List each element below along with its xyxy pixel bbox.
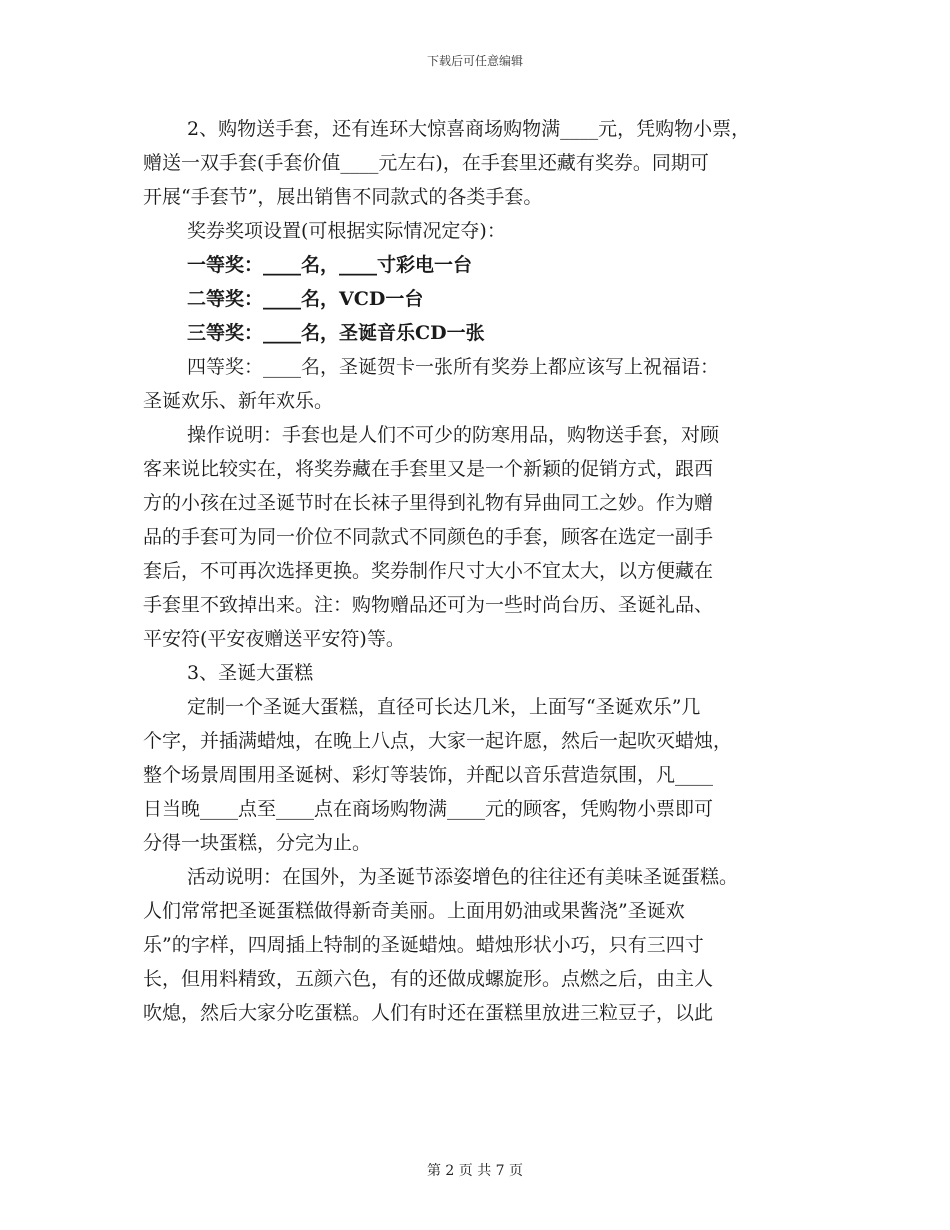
text-line: 圣诞欢乐、新年欢乐。 bbox=[143, 390, 334, 412]
text-line: 整个场景周围用圣诞树、彩灯等装饰，并配以音乐营造氛围，凡____ bbox=[143, 764, 714, 786]
text-line: 人们常常把圣诞蛋糕做得新奇美丽。上面用奶油或果酱浇”圣诞欢 bbox=[143, 900, 685, 922]
document-body bbox=[143, 112, 803, 1030]
text-line: 平安符(平安夜赠送平安符)等。 bbox=[143, 628, 405, 650]
text-line: 长，但用料精致，五颜六色，有的还做成螺旋形。点燃之后，由主人 bbox=[143, 968, 714, 990]
page-footer: 第 2 页 共 7 页 bbox=[426, 1163, 524, 1179]
text-line: 日当晚____点至____点在商场购物满____元的顾客，凭购物小票即可 bbox=[143, 798, 714, 820]
paragraph-operation-notes bbox=[143, 418, 803, 656]
text-line: 手套里不致掉出来。注：购物赠品还可为一些时尚台历、圣诞礼品、 bbox=[143, 594, 714, 616]
text-line: 分得一块蛋糕，分完为止。 bbox=[143, 832, 372, 854]
text-line: 乐”的字样，四周插上特制的圣诞蜡烛。蜡烛形状小巧，只有三四寸 bbox=[143, 934, 704, 956]
text-line: 开展“手套节”，展出销售不同款式的各类手套。 bbox=[143, 186, 543, 208]
page-header: 下载后可任意编辑 bbox=[426, 54, 523, 68]
paragraph-activity-notes bbox=[143, 860, 803, 1030]
third-prize: 三等奖：____名，圣诞音乐CD一张 bbox=[187, 322, 485, 344]
text-line: 四等奖：____名，圣诞贺卡一张所有奖券上都应该写上祝福语： bbox=[187, 356, 720, 378]
paragraph-cake-description bbox=[143, 690, 803, 860]
text-line: 赠送一双手套(手套价值____元左右)，在手套里还藏有奖券。同期可 bbox=[143, 152, 709, 174]
fourth-prize bbox=[143, 350, 803, 418]
text-line: 套后，不可再次选择更换。奖券制作尺寸大小不宜太大，以方便藏在 bbox=[143, 560, 714, 582]
text-line: 2、购物送手套，还有连环大惊喜商场购物满____元，凭购物小票， bbox=[187, 118, 751, 140]
text-line: 定制一个圣诞大蛋糕，直径可长达几米，上面写“圣诞欢乐”几 bbox=[187, 696, 701, 718]
first-prize: 一等奖：____名，____寸彩电一台 bbox=[187, 254, 473, 276]
text-line: 吹熄，然后大家分吃蛋糕。人们有时还在蛋糕里放进三粒豆子，以此 bbox=[143, 1002, 714, 1024]
section-heading-christmas-cake: 3、圣诞大蛋糕 bbox=[187, 662, 314, 684]
text-line: 个字，并插满蜡烛，在晚上八点，大家一起许愿，然后一起吹灭蜡烛， bbox=[143, 730, 733, 752]
text-line: 客来说比较实在，将奖券藏在手套里又是一个新颖的促销方式，跟西 bbox=[143, 458, 714, 480]
text-line: 操作说明：手套也是人们不可少的防寒用品，购物送手套，对顾 bbox=[187, 424, 720, 446]
paragraph-prize-settings: 奖券奖项设置(可根据实际情况定夺)： bbox=[187, 220, 506, 242]
second-prize: 二等奖：____名，VCD一台 bbox=[187, 288, 424, 310]
paragraph-gloves-promotion bbox=[143, 112, 803, 214]
text-line: 活动说明：在国外，为圣诞节添姿增色的往往还有美味圣诞蛋糕。 bbox=[187, 866, 739, 888]
text-line: 方的小孩在过圣诞节时在长袜子里得到礼物有异曲同工之妙。作为赠 bbox=[143, 492, 714, 514]
text-line: 品的手套可为同一价位不同款式不同颜色的手套，顾客在选定一副手 bbox=[143, 526, 714, 548]
